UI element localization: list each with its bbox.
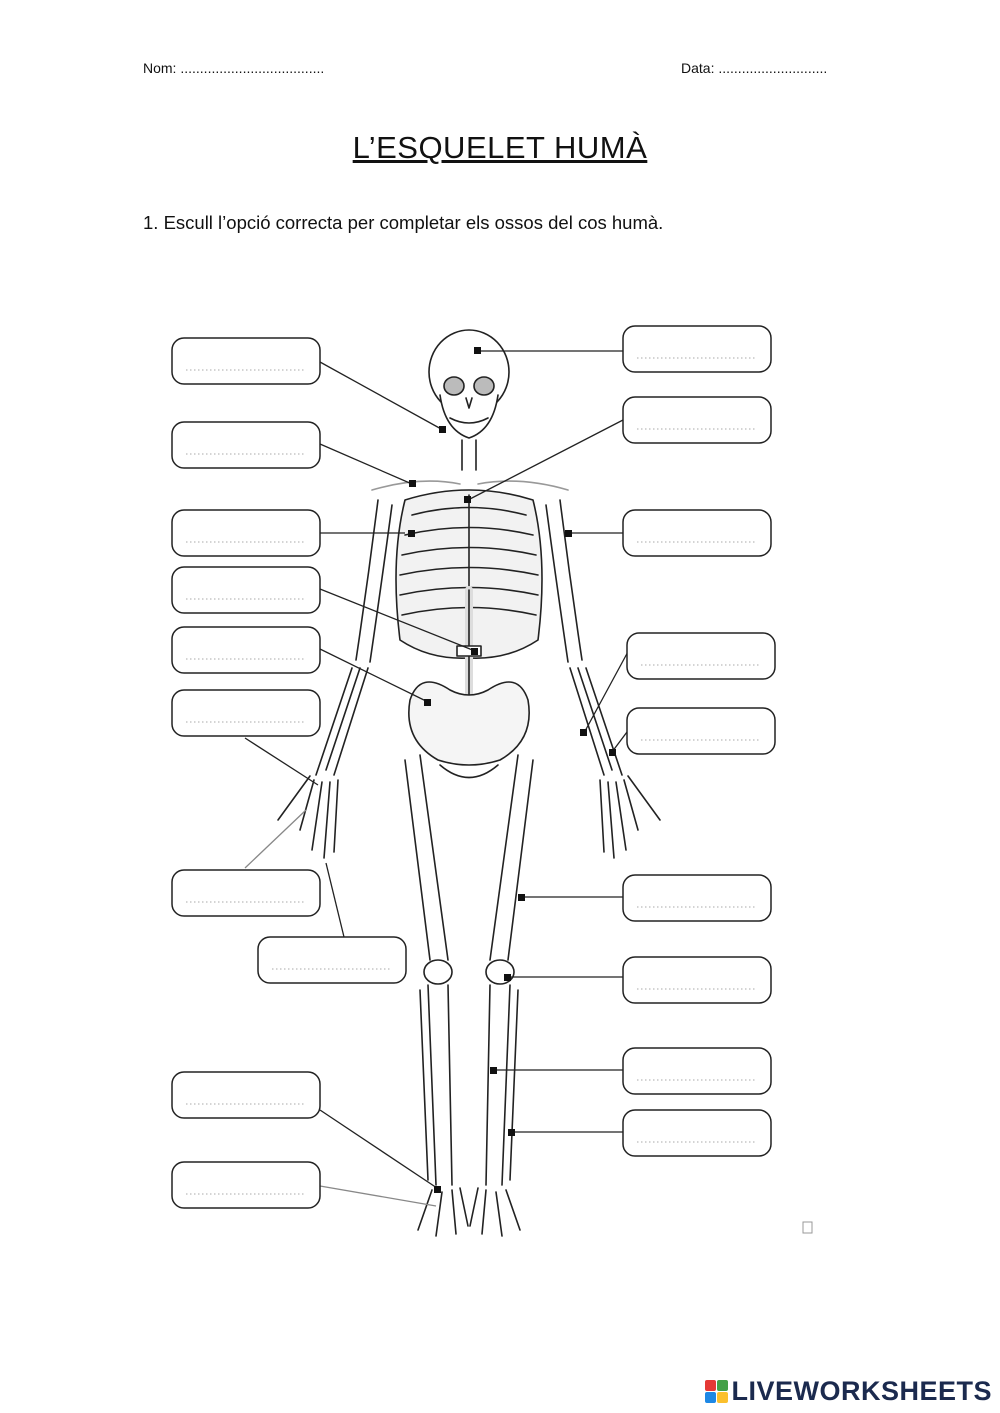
label-box[interactable] — [623, 875, 771, 921]
page-title: L’ESQUELET HUMÀ — [352, 130, 648, 165]
label-box[interactable] — [623, 1110, 771, 1156]
label-box[interactable] — [172, 690, 320, 736]
small-mark-icon — [803, 1222, 812, 1233]
label-box[interactable] — [172, 1162, 320, 1208]
logo-squares-icon — [705, 1380, 728, 1403]
label-box[interactable] — [172, 567, 320, 613]
label-box[interactable] — [172, 870, 320, 916]
skeleton-figure — [278, 330, 660, 1236]
label-box[interactable] — [172, 627, 320, 673]
label-box[interactable] — [623, 957, 771, 1003]
label-box[interactable] — [627, 708, 775, 754]
anchor-points — [408, 347, 616, 1193]
liveworksheets-logo — [705, 1376, 992, 1407]
label-box[interactable] — [623, 510, 771, 556]
date-field: Data: ............................ — [681, 60, 828, 76]
instruction-text: 1. Escull l’opció correcta per completar els ossos del cos humà. — [143, 212, 664, 233]
label-box[interactable] — [172, 338, 320, 384]
label-box[interactable] — [172, 1072, 320, 1118]
label-box[interactable] — [623, 1048, 771, 1094]
name-field: Nom: ..................................... — [143, 60, 325, 76]
label-box[interactable] — [258, 937, 406, 983]
label-box[interactable] — [172, 422, 320, 468]
label-box[interactable] — [172, 510, 320, 556]
label-box[interactable] — [623, 397, 771, 443]
label-box[interactable] — [627, 633, 775, 679]
brand-name: LIVEWORKSHEETS — [731, 1376, 992, 1406]
label-box[interactable] — [623, 326, 771, 372]
